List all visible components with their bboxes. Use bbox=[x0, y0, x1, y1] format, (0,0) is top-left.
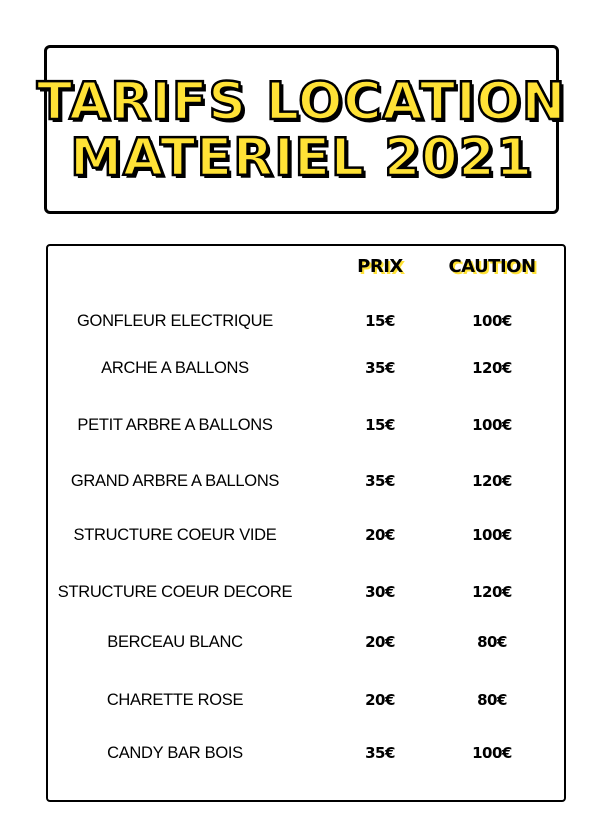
item-name: BERCEAU BLANC bbox=[107, 633, 243, 651]
item-caution: 100€ bbox=[472, 312, 512, 330]
item-prix: 20€ bbox=[365, 526, 395, 544]
item-caution: 120€ bbox=[472, 472, 512, 490]
table-row bbox=[48, 359, 568, 383]
item-name: CHARETTE ROSE bbox=[106, 691, 244, 709]
title-line-2: MATERIEL 2021 bbox=[70, 127, 533, 188]
item-prix: 35€ bbox=[365, 472, 395, 490]
item-caution: 80€ bbox=[477, 633, 507, 651]
table-row bbox=[48, 583, 568, 607]
item-caution: 100€ bbox=[472, 416, 512, 434]
item-caution: 120€ bbox=[472, 359, 512, 377]
title-box bbox=[36, 45, 567, 214]
item-name: PETIT ARBRE A BALLONS bbox=[77, 416, 273, 434]
header-caution: CAUTION bbox=[448, 256, 536, 277]
item-prix: 30€ bbox=[365, 583, 395, 601]
item-name: STRUCTURE COEUR VIDE bbox=[73, 526, 277, 544]
item-prix: 35€ bbox=[365, 744, 395, 762]
table-row bbox=[48, 633, 568, 657]
item-prix: 15€ bbox=[365, 416, 395, 434]
item-caution: 80€ bbox=[477, 691, 507, 709]
item-caution: 100€ bbox=[472, 744, 512, 762]
table-row bbox=[48, 312, 568, 336]
item-prix: 20€ bbox=[365, 691, 395, 709]
item-prix: 15€ bbox=[365, 312, 395, 330]
item-prix: 20€ bbox=[365, 633, 395, 651]
item-name: STRUCTURE COEUR DECORE bbox=[57, 583, 293, 601]
item-name: GRAND ARBRE A BALLONS bbox=[70, 472, 280, 490]
item-name: GONFLEUR ELECTRIQUE bbox=[77, 312, 273, 330]
item-caution: 120€ bbox=[472, 583, 512, 601]
table-row bbox=[48, 416, 568, 440]
item-prix: 35€ bbox=[365, 359, 395, 377]
header-prix: PRIX bbox=[357, 256, 403, 277]
item-name: CANDY BAR BOIS bbox=[107, 744, 243, 762]
table-row bbox=[48, 526, 568, 550]
table-row bbox=[48, 744, 568, 768]
item-name: ARCHE A BALLONS bbox=[101, 359, 249, 377]
table-row bbox=[48, 472, 568, 496]
title-line-1: TARIFS LOCATION bbox=[36, 71, 567, 132]
price-table bbox=[46, 244, 566, 802]
item-caution: 100€ bbox=[472, 526, 512, 544]
table-row bbox=[48, 691, 568, 715]
